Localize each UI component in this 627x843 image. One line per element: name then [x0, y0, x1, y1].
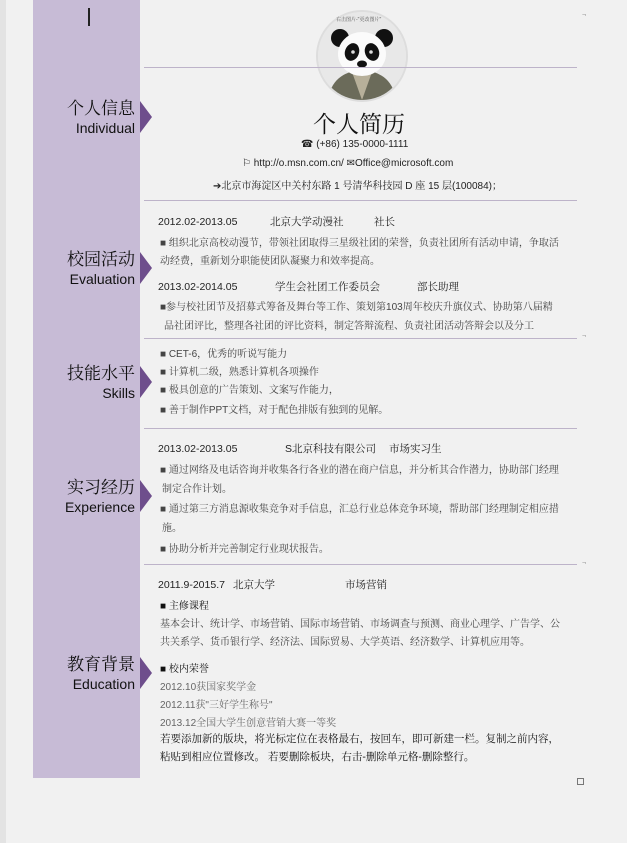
- avatar[interactable]: [316, 10, 408, 102]
- date: 2013.02-2014.05: [158, 281, 238, 293]
- table-end-marker: [577, 778, 584, 785]
- intern-line: ■ 协助分析并完善制定行业现状报告。: [160, 544, 329, 555]
- section-header-education: [33, 655, 141, 693]
- section-title-cn: 教育背景: [67, 655, 135, 674]
- section-title-en: Experience: [64, 499, 135, 515]
- divider: [144, 428, 577, 429]
- role: 市场实习生: [389, 443, 442, 455]
- section-title-en: Skills: [102, 385, 135, 401]
- email[interactable]: Office@microsoft.com: [354, 158, 454, 169]
- tip-line: 粘贴到相应位置修改。 若要删除板块，右击-删除单元格-删除整行。: [160, 751, 475, 763]
- avatar-caption: 右击图片-"更改图片": [336, 17, 382, 23]
- intern-header: [158, 441, 442, 456]
- cell-marker: ¬: [582, 12, 587, 19]
- campus-item-2-header: [158, 279, 459, 294]
- award-item: 2012.10获国家奖学金: [160, 682, 257, 693]
- divider: [144, 338, 577, 339]
- divider: [144, 67, 577, 68]
- section-header-personal: [33, 99, 141, 137]
- courses-line: 基本会计、统计学、市场营销、国际市场营销、市场调查与预测、商业心理学、广告学、公: [160, 619, 560, 630]
- location-arrow-icon: ➔: [213, 181, 222, 192]
- intern-line: ■ 通过第三方消息源收集竞争对手信息，汇总行业总体竞争环境，帮助部门经理制定相应措: [160, 504, 559, 515]
- page-edge: [0, 0, 6, 843]
- section-title-cn: 技能水平: [67, 364, 135, 383]
- skill-item: ■ 善于制作PPT文档，对于配色排版有独到的见解。: [160, 405, 389, 416]
- section-arrow-icon: [140, 366, 152, 398]
- mail-icon: ✉: [346, 158, 355, 169]
- campus-item-1-line: 动经费，重新划分职能使团队凝聚力和效率提高。: [160, 256, 380, 267]
- link-icon: ⚐: [242, 158, 251, 169]
- award-item: 2013.12全国大学生创意营销大赛一等奖: [160, 718, 337, 729]
- address-line: [213, 177, 502, 192]
- phone-number: (+86) 135-0000-1111: [316, 139, 409, 150]
- tip-line: 若要添加新的版块，将光标定位在表格最右，按回车，即可新建一栏。复制之前内容，: [160, 733, 559, 745]
- website[interactable]: http://o.msn.com.cn/: [253, 158, 344, 169]
- section-title-cn: 实习经历: [67, 478, 135, 497]
- courses-line: 共关系学、货币银行学、经济法、国际贸易、大学英语、经济数学、计算机应用等。: [160, 637, 530, 648]
- awards-title: ■ 校内荣誉: [160, 664, 209, 675]
- section-title-en: Education: [72, 676, 135, 692]
- section-title-cn: 个人信息: [67, 99, 135, 118]
- intern-line: 施。: [162, 523, 182, 534]
- page-title: 个人简历: [313, 111, 405, 137]
- section-arrow-icon: [140, 101, 152, 133]
- date: 2011.9-2015.7: [158, 579, 225, 591]
- cell-marker: ¬: [582, 333, 587, 340]
- education-header: [158, 577, 387, 592]
- organization: S北京科技有限公司: [285, 443, 377, 455]
- section-header-intern: [33, 478, 141, 516]
- intern-line: ■ 通过网络及电话咨询并收集各行各业的潜在商户信息，并分析其合作潜力，协助部门经理: [160, 465, 559, 476]
- section-arrow-icon: [140, 657, 152, 689]
- skill-item: ■ 计算机二级，熟悉计算机各项操作: [160, 367, 319, 378]
- award-item: 2012.11获"三好学生称号": [160, 700, 273, 711]
- intern-line: 制定合作计划。: [162, 484, 232, 495]
- section-title-cn: 校园活动: [67, 250, 135, 269]
- date: 2012.02-2013.05: [158, 216, 238, 228]
- skill-item: ■ 极具创意的广告策划、文案写作能力，: [160, 385, 339, 396]
- phone-icon: ☎: [301, 139, 314, 150]
- section-title-en: Individual: [75, 120, 135, 136]
- section-header-skills: [33, 364, 141, 402]
- date: 2013.02-2013.05: [158, 443, 238, 455]
- divider: [144, 564, 577, 565]
- web-mail-line: [242, 158, 453, 169]
- courses-title: ■ 主修课程: [160, 601, 209, 612]
- phone-line: [301, 139, 408, 150]
- section-header-campus: [33, 250, 141, 288]
- campus-item-1-header: [158, 214, 395, 229]
- panda-photo: [318, 12, 406, 100]
- skill-item: ■ CET-6，优秀的听说写能力: [160, 349, 288, 360]
- campus-item-1-line: ■ 组织北京高校动漫节，带领社团取得三星级社团的荣誉，负责社团所有活动申请，争取活: [160, 238, 559, 249]
- section-arrow-icon: [140, 480, 152, 512]
- role: 社长: [374, 216, 395, 228]
- role: 部长助理: [417, 281, 459, 293]
- address: 北京市海淀区中关村东路 1 号清华科技园 D 座 15 层(100084)；: [221, 181, 502, 192]
- section-title-en: Evaluation: [69, 271, 135, 287]
- school: 北京大学: [233, 579, 275, 591]
- text-cursor: [88, 8, 90, 26]
- section-arrow-icon: [140, 252, 152, 284]
- campus-item-2-line: ■参与校社团节及招募式筹备及舞台等工作、策划第103周年校庆升旗仪式、协助第八届精: [160, 302, 553, 313]
- cell-marker: ¬: [582, 560, 587, 567]
- divider: [144, 200, 577, 201]
- campus-item-2-line: 品社团评比，整理各社团的评比资料，制定答辩流程、负责社团活动答辩会以及分工: [164, 321, 534, 332]
- organization: 北京大学动漫社: [270, 216, 344, 228]
- major: 市场营销: [345, 579, 387, 591]
- organization: 学生会社团工作委员会: [275, 281, 380, 293]
